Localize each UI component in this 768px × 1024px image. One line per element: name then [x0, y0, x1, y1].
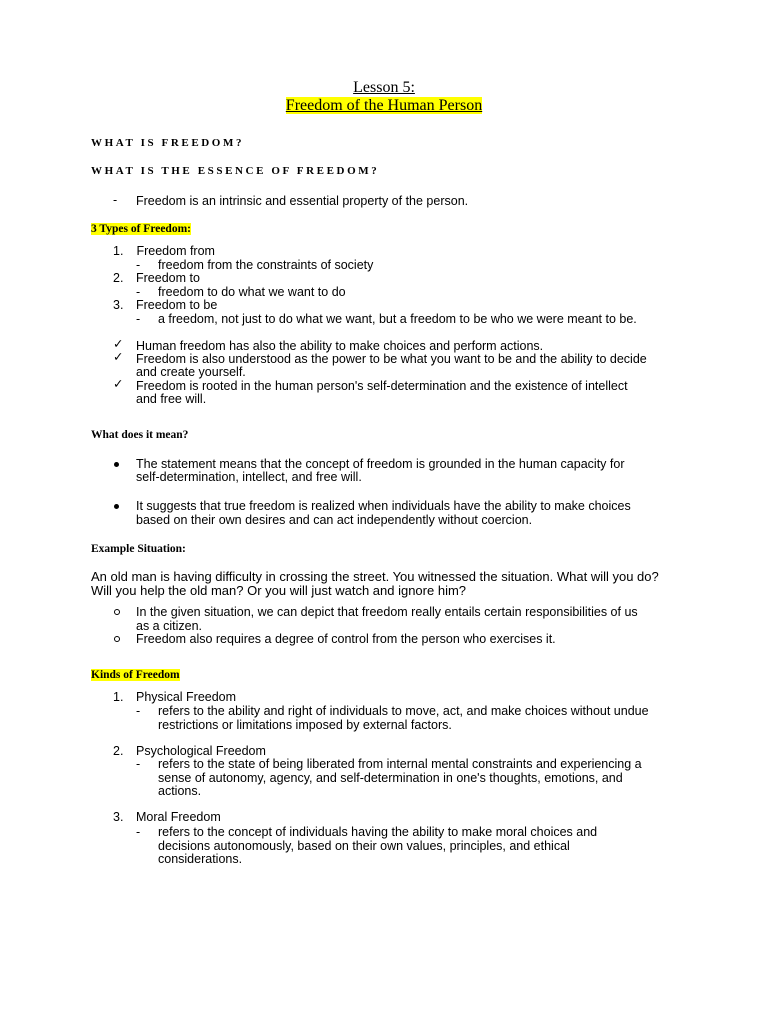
circle-bullet-icon: [114, 636, 120, 642]
circle-bullet-icon: [114, 609, 120, 615]
bullet-icon: [114, 462, 119, 467]
check-point-line: Freedom is rooted in the human person's self-determination and the existence of intellect: [136, 379, 628, 393]
dash-marker: -: [113, 193, 118, 207]
kind-label: Moral Freedom: [136, 810, 221, 824]
example-heading: Example Situation:: [91, 543, 186, 555]
lesson-title: Freedom of the Human Person: [285, 97, 483, 114]
example-point-line: In the given situation, we can depict that freedom really entails certain responsibilities of us: [136, 605, 638, 619]
check-point-line: and free will.: [136, 392, 207, 406]
example-paragraph-line: An old man is having difficulty in crossing the street. You witnessed the situation. What will you do?: [91, 569, 659, 584]
kind-number: 3.: [113, 810, 124, 824]
type-number: 1.: [113, 244, 124, 258]
type-number: 2.: [113, 271, 124, 285]
types-heading: 3 Types of Freedom:: [91, 223, 191, 235]
type-number: 3.: [113, 298, 124, 312]
meaning-bullet-line: self-determination, intellect, and free will.: [136, 470, 362, 484]
dash-marker: -: [136, 312, 141, 326]
kind-description-line: considerations.: [158, 852, 243, 866]
kind-label: Psychological Freedom: [136, 744, 266, 758]
kind-description-line: restrictions or limitations imposed by external factors.: [158, 718, 452, 732]
check-point-line: Human freedom has also the ability to make choices and perform actions.: [136, 339, 544, 353]
example-point-line: Freedom also requires a degree of control from the person who exercises it.: [136, 632, 556, 646]
type-label: Freedom to be: [136, 298, 218, 312]
check-point-line: and create yourself.: [136, 365, 246, 379]
kind-number: 2.: [113, 744, 124, 758]
kind-number: 1.: [113, 690, 124, 704]
bullet-icon: [114, 504, 119, 509]
dash-marker: -: [136, 825, 141, 839]
kinds-heading: Kinds of Freedom: [91, 669, 180, 681]
meaning-heading: What does it mean?: [91, 429, 189, 441]
heading-what-is-freedom: WHAT IS FREEDOM?: [91, 137, 245, 149]
type-description: freedom to do what we want to do: [158, 285, 346, 299]
essence-point: Freedom is an intrinsic and essential property of the person.: [136, 194, 469, 208]
meaning-bullet-line: based on their own desires and can act independently without coercion.: [136, 513, 533, 527]
dash-marker: -: [136, 704, 141, 718]
check-icon: ✓: [113, 350, 124, 364]
type-label: Freedom to: [136, 271, 200, 285]
type-label: Freedom from: [133, 244, 215, 258]
kind-label: Physical Freedom: [136, 690, 237, 704]
example-paragraph-line: Will you help the old man? Or you will just watch and ignore him?: [91, 583, 467, 598]
kind-description-line: actions.: [158, 784, 202, 798]
example-point-line: as a citizen.: [136, 619, 203, 633]
meaning-bullet-line: It suggests that true freedom is realized when individuals have the ability to make choices: [136, 499, 631, 513]
lesson-number: Lesson 5:: [353, 79, 415, 96]
type-description: a freedom, not just to do what we want, but a freedom to be who we were meant to be.: [158, 312, 637, 326]
kind-description-line: refers to the concept of individuals having the ability to make moral choices and: [158, 825, 598, 839]
check-icon: ✓: [113, 377, 124, 391]
dash-marker: -: [136, 285, 141, 299]
kind-description-line: refers to the state of being liberated from internal mental constraints and experiencing a: [158, 757, 642, 771]
kind-description-line: decisions autonomously, based on their own values, principles, and ethical: [158, 839, 570, 853]
meaning-bullet-line: The statement means that the concept of freedom is grounded in the human capacity for: [136, 457, 625, 471]
dash-marker: -: [136, 757, 141, 771]
check-point-line: Freedom is also understood as the power to be what you want to be and the ability to decide: [136, 352, 647, 366]
kind-description-line: sense of autonomy, agency, and self-determination in one's thoughts, emotions, and: [158, 771, 623, 785]
heading-essence-of-freedom: WHAT IS THE ESSENCE OF FREEDOM?: [91, 165, 380, 177]
type-description: freedom from the constraints of society: [158, 258, 374, 272]
dash-marker: -: [136, 258, 141, 272]
check-icon: ✓: [113, 337, 124, 351]
kind-description-line: refers to the ability and right of individuals to move, act, and make choices without undue: [158, 704, 649, 718]
